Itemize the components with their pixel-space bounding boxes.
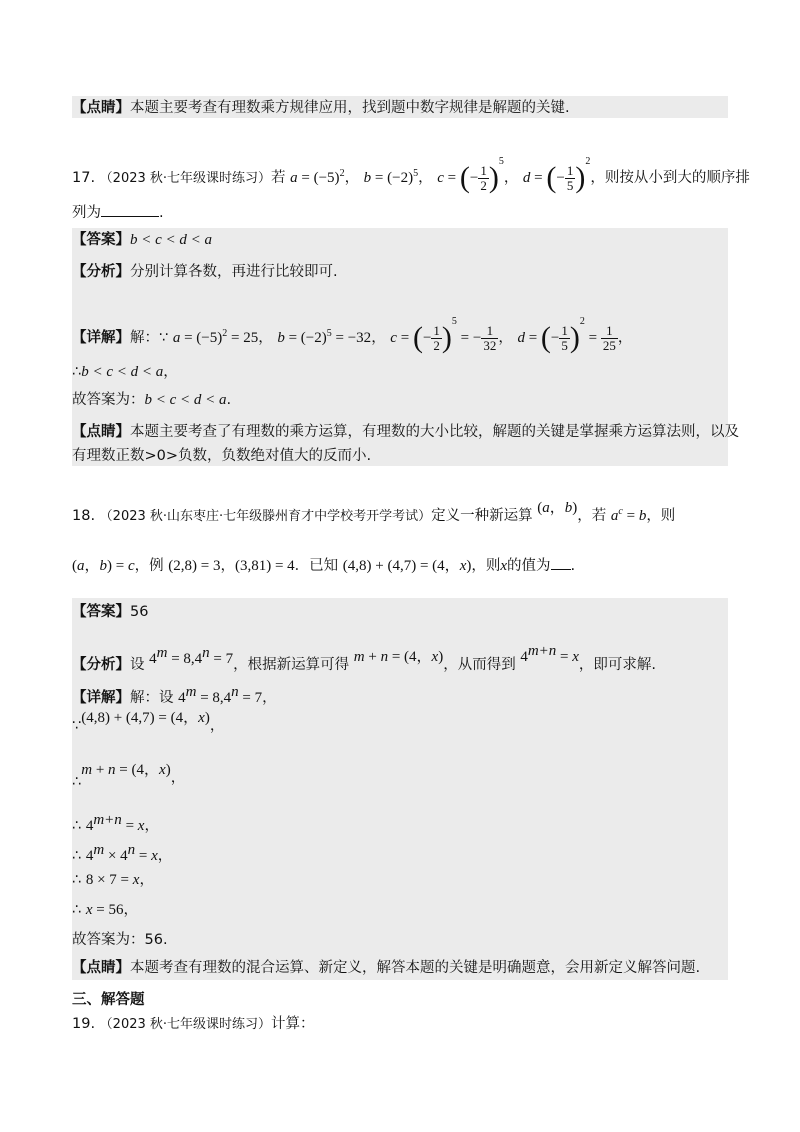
- q18-answer-value: 56: [130, 604, 149, 620]
- answer-blank[interactable]: [551, 555, 571, 570]
- q18-step-3: ∴ $4^{m+n} = x$，: [72, 812, 159, 834]
- q18-stem: 18. （2023 秋·山东枣庄·七年级滕州育才中学校考开学考试）定义一种新运算 (a，b)，若 $a^c = b$，则: [72, 500, 676, 524]
- q17-tail: ，则按从小到大的顺序排: [590, 170, 750, 186]
- q18-step-5: ∴ 8 × 7 = x，: [72, 872, 154, 888]
- q18-step-6: ∴ x = 56，: [72, 902, 138, 918]
- q18-step-4: ∴ $4^m \times 4^n = x$，: [72, 842, 173, 864]
- q18-dianjing: 【点睛】本题考查有理数的混合运算、新定义，解答本题的关键是明确题意，会用新定义解答问题.: [72, 960, 701, 976]
- q17-source: （2023 秋·七年级课时练习）: [99, 171, 272, 186]
- q17-final: 故答案为：b < c < d < a.: [72, 392, 232, 408]
- q18-analysis: 【分析】设 $4^m = 8,4^n = 7$，根据新运算可得 m + n = (4，x)，从而得到 $4^{m+n} = x$，即可求解.: [72, 643, 657, 673]
- q18-stem-line2: (a，b) = c，例 (2,8) = 3，(3,81) = 4．已知 (4,8) + (4,7) = (4，x)，则x的值为 .: [72, 554, 575, 578]
- q17-stem-line2: 列为 .: [72, 202, 164, 223]
- dianjing-text: 本题主要考查有理数乘方规律应用，找到题中数字规律是解题的关键.: [130, 100, 570, 116]
- q17-analysis: 【分析】分别计算各数，再进行比较即可.: [72, 264, 338, 280]
- q18-detail: 【详解】解：设 $4^m = 8,4^n = 7$，: [72, 684, 277, 706]
- q17-answer-value: b < c < d < a: [130, 232, 213, 248]
- q17-dianjing-1: 【点睛】本题主要考查了有理数的乘方运算，有理数的大小比较，解题的关键是掌握乘方运算法则，以及: [72, 424, 739, 440]
- q17-number: 17.: [72, 170, 96, 186]
- answer-blank[interactable]: [101, 202, 159, 217]
- q17-detail: 【详解】解：∵ $a = (-5)^2 = 25$， $b = (-2)^5 = -32$， c = (− $\frac{1}{2}$ )$^5$ = − $\frac{1}{32}$ ， d = (− $\frac{1}{5}$ )$^2$ = $\frac{1}{25}$ ，: [72, 316, 633, 354]
- q17-stem: 17. （2023 秋·七年级课时练习）若 $a = (-5)^2$， $b = (-2)^5$， c = (− $\frac{1}{2}$ )$^5$， d = (− $\frac{1}{5}$ )$^2$，则按从小到大的顺序排: [72, 156, 750, 194]
- q16-dianjing: [72, 98, 570, 118]
- q17-dianjing-2: 有理数正数>0>负数，负数绝对值大的反而小.: [72, 448, 372, 464]
- q17-therefore: ∴b < c < d < a，: [72, 364, 178, 380]
- section-title: 三、解答题: [72, 992, 145, 1008]
- q17-answer: 【答案】b < c < d < a: [72, 232, 213, 248]
- q18-answer: 【答案】56: [72, 604, 149, 620]
- q18-step-1: ∵(4,8) + (4,7) = (4，x)，: [72, 710, 225, 734]
- q17-ruo: 若: [271, 170, 286, 186]
- q19-stem: 19. （2023 秋·七年级课时练习）计算：: [72, 1016, 315, 1032]
- q18-step-2: ∴m + n = (4，x)，: [72, 762, 186, 790]
- dianjing-tag: 【点睛】: [72, 100, 130, 116]
- q18-final: 故答案为：56.: [72, 932, 168, 948]
